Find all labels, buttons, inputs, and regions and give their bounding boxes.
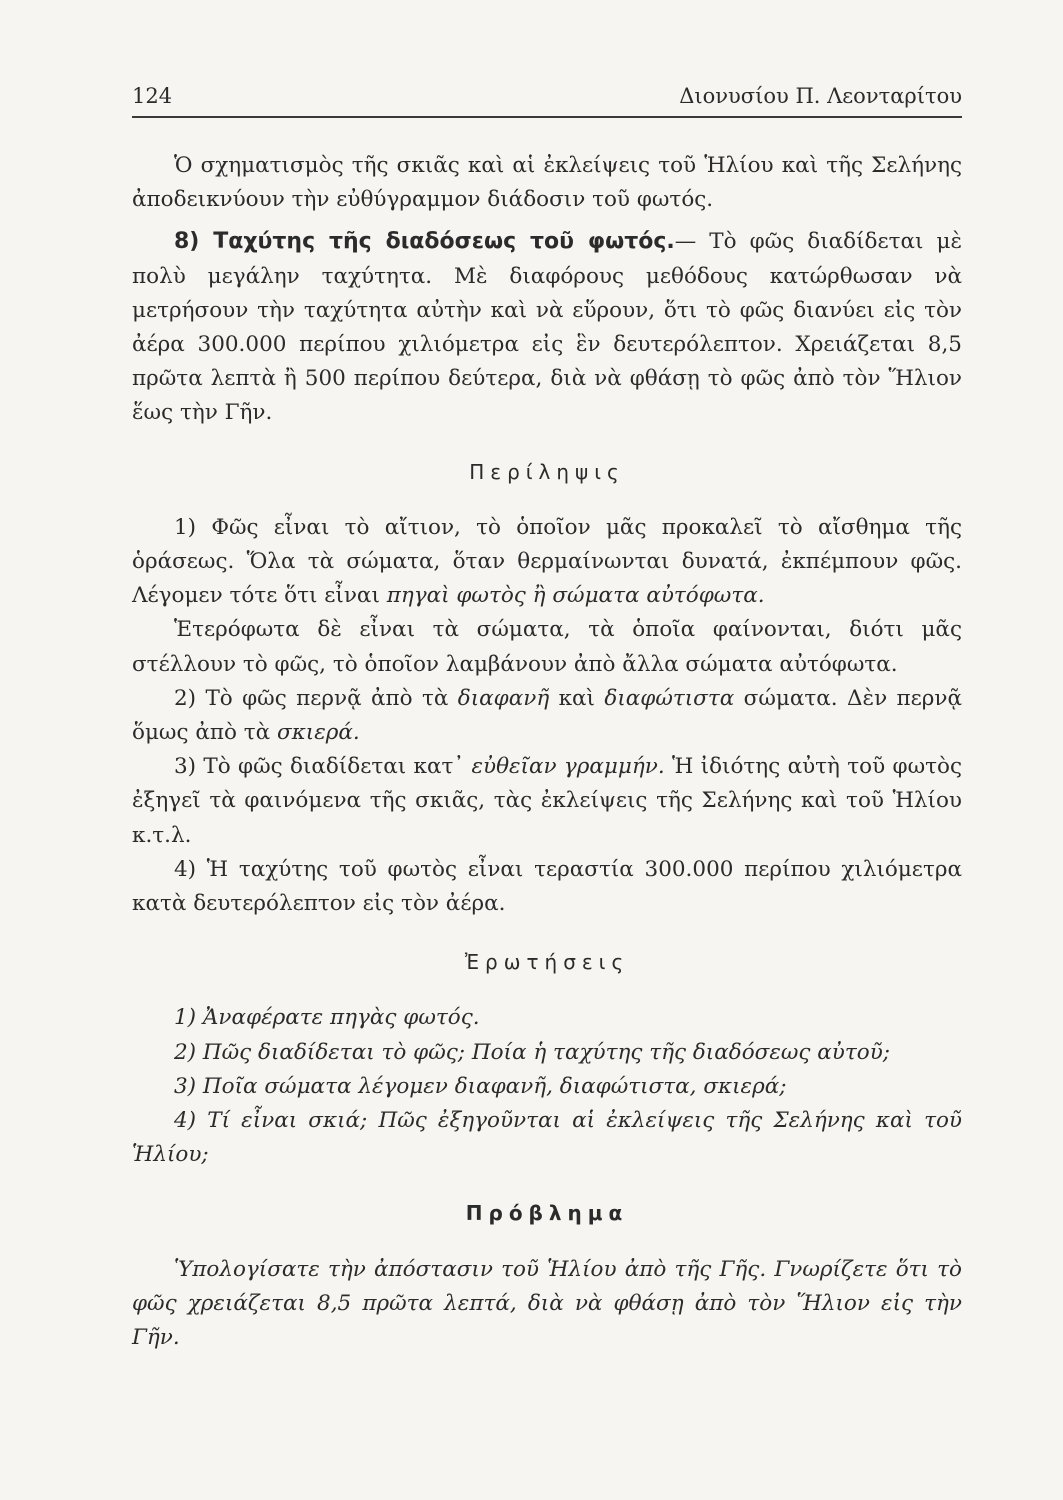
summary-3-text-b: Ἡ ἰδιότης αὐτὴ τοῦ φωτὸς ἐξηγεῖ τὰ φαινόμενα τῆς σκιᾶς, τὰς ἐκλείψεις τῆς Σελήνης καὶ τοῦ Ἡλίου κ.τ.λ. [132,754,962,848]
summary-2-italic-2: διαφώτιστα [604,685,735,711]
summary-2-text-c: σώματα. Δὲν περνᾷ ὅμως ἀπὸ τὰ [132,685,963,746]
summary-point-4: 4) Ἡ ταχύτης τοῦ φωτὸς εἶναι τεραστία 300.000 περίπου χιλιόμετρα κατὰ δευτερόλεπτον εἰς τὸν ἀέρα. [132,856,962,917]
questions-heading: Ἐρωτήσεις [464,950,630,975]
summary-heading: Περίληψις [469,459,625,484]
summary-1-italic: πηγαὶ φωτὸς ἢ σώματα αὐτόφωτα. [386,583,765,609]
page-number: 124 [132,84,173,108]
summary-2-text-a: 2) Τὸ φῶς περνᾷ ἀπὸ τὰ [174,685,449,711]
summary-point-2 [132,682,962,750]
section-8-text: — Τὸ φῶς διαδίδεται μὲ πολὺ μεγάλην ταχύτητα. Μὲ διαφόρους μεθόδους κατώρθωσαν νὰ μετρήσουν τὴν ταχύτητα αὐτὴν καὶ νὰ εὕρουν, ὅτι τὸ φῶς διανύει εἰς τὸν ἀέρα 300.000 περίπου χιλιόμετρα εἰς ἓν δευτερόλεπτον. Χρειάζεται 8,5 πρῶτα λεπτὰ ἢ 500 περίπου δεύτερα, διὰ νὰ φθάσῃ τὸ φῶς ἀπὸ τὸν Ἥλιον ἕως τὴν Γῆν. [132,229,963,426]
summary-3-text-a: 3) Τὸ φῶς διαδίδεται κατ᾽ [174,754,465,780]
question-4: 4) Τί εἶναι σκιά; Πῶς ἐξηγοῦνται αἱ ἐκλείψεις τῆς Σελήνης καὶ τοῦ Ἡλίου; [132,1108,962,1168]
problem-heading: Πρόβλημα [465,1201,629,1226]
question-3: 3) Ποῖα σώματα λέγομεν διαφανῆ, διαφώτιστα, σκιερά; [174,1073,787,1099]
running-title: Διονυσίου Π. Λεονταρίτου [679,84,962,108]
summary-point-1b: Ἑτερόφωτα δὲ εἶναι τὰ σώματα, τὰ ὁποῖα φαίνονται, διότι μᾶς στέλλουν τὸ φῶς, τὸ ὁποῖον λαμβάνουν ἀπὸ ἄλλα σώματα αὐτόφωτα. [132,617,962,677]
body-text [132,149,962,1355]
header-rule [132,116,962,118]
question-1: 1) Ἀναφέρατε πηγὰς φωτός. [174,1005,480,1031]
summary-3-italic: εὐθεῖαν γραμμήν. [471,754,665,780]
problem-text: Ὑπολογίσατε τὴν ἀπόστασιν τοῦ Ἡλίου ἀπὸ τῆς Γῆς. Γνωρίζετε ὅτι τὸ φῶς χρειάζεται 8,5 πρῶτα λεπτά, διὰ νὰ φθάσῃ ἀπὸ τὸν Ἥλιον εἰς τὴν Γῆν. [132,1256,962,1351]
summary-point-1 [132,511,962,614]
intro-paragraph: Ὁ σχηματισμὸς τῆς σκιᾶς καὶ αἱ ἐκλείψεις τοῦ Ἡλίου καὶ τῆς Σελήνης ἀποδεικνύουν τὴν εὐθύγραμμον διάδοσιν τοῦ φωτός. [132,153,962,213]
book-page [132,0,962,1500]
page-header [132,84,962,114]
section-8-title: 8) Ταχύτης τῆς διαδόσεως τοῦ φωτός. [174,229,675,255]
summary-2-text-b: καὶ [558,685,595,711]
summary-2-italic-1: διαφανῆ [457,685,550,711]
section-8-paragraph [132,225,962,430]
question-2: 2) Πῶς διαδίδεται τὸ φῶς; Ποία ἡ ταχύτης τῆς διαδόσεως αὐτοῦ; [174,1039,891,1065]
summary-1-text: 1) Φῶς εἶναι τὸ αἴτιον, τὸ ὁποῖον μᾶς προκαλεῖ τὸ αἴσθημα τῆς ὁράσεως. Ὅλα τὰ σώματα, ὅταν θερμαίνωνται δυνατά, ἐκπέμπουν φῶς. Λέγομεν τότε ὅτι εἶναι [132,514,962,609]
summary-2-italic-3: σκιερά. [277,720,360,746]
summary-point-3 [132,750,962,853]
